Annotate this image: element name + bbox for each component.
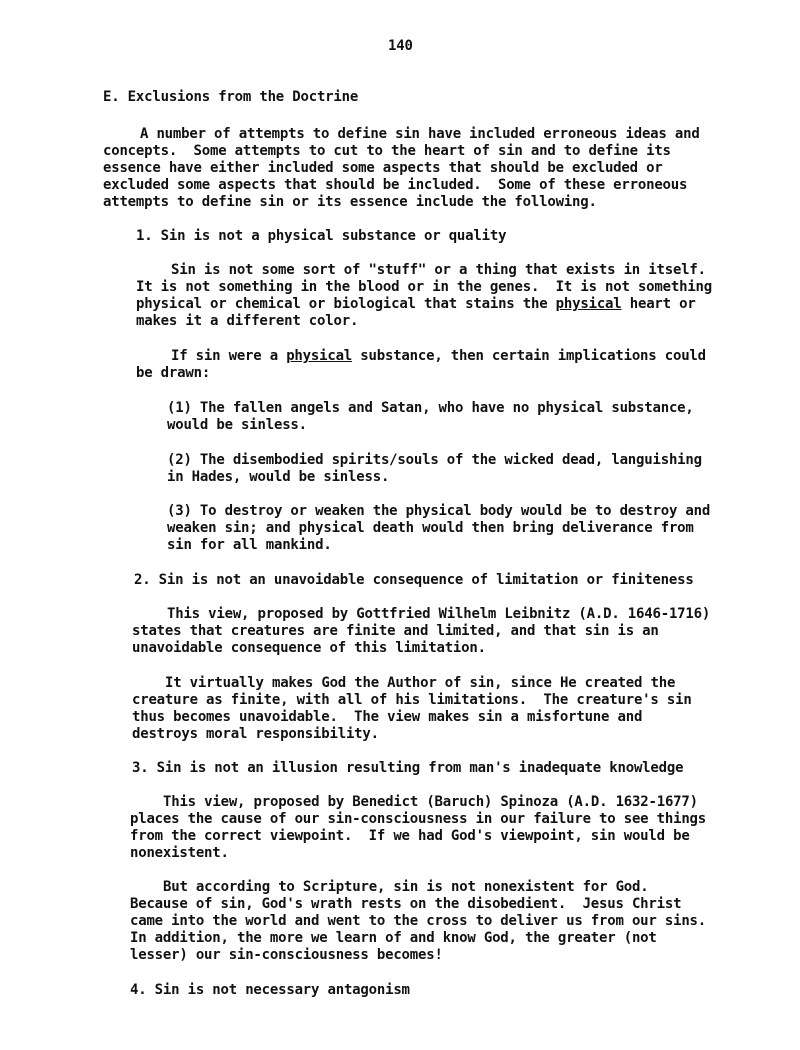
point-3-para-1-line-1: This view, proposed by Benedict (Baruch) Spinoza (A.D. 1632-1677) (163, 794, 698, 810)
line-1-end: substance, then certain implications could (352, 348, 706, 364)
point-3-para-1-line-4: nonexistent. (130, 845, 229, 861)
point-1-para-2-line-1 (171, 348, 706, 365)
point-1-para-1-line-1: Sin is not some sort of "stuff" or a thing that exists in itself. (171, 262, 706, 278)
intro-line-1: A number of attempts to define sin have included erroneous ideas and (140, 126, 700, 142)
point-2-para-2-line-1: It virtually makes God the Author of sin, since He created the (165, 675, 676, 691)
line-1-start: If sin were a (171, 348, 287, 364)
implication-3-line-2: weaken sin; and physical death would then bring deliverance from (167, 520, 694, 536)
implication-3-line-1: (3) To destroy or weaken the physical body would be to destroy and (167, 503, 711, 519)
point-1-heading: 1. Sin is not a physical substance or quality (136, 228, 507, 244)
point-2-para-2-line-2: creature as finite, with all of his limitations. The creature's sin (132, 692, 692, 708)
point-2-para-1-line-1: This view, proposed by Gottfried Wilhelm Leibnitz (A.D. 1646-1716) (167, 606, 711, 622)
implication-2-line-2: in Hades, would be sinless. (167, 469, 390, 485)
implication-2-line-1: (2) The disembodied spirits/souls of the wicked dead, languishing (167, 452, 702, 468)
point-2-heading: 2. Sin is not an unavoidable consequence of limitation or finiteness (134, 572, 694, 588)
point-2-para-2-line-3: thus becomes unavoidable. The view makes sin a misfortune and (132, 709, 643, 725)
point-3-para-2-line-2: Because of sin, God's wrath rests on the disobedient. Jesus Christ (130, 896, 682, 912)
point-3-para-2-line-5: lesser) our sin-consciousness becomes! (130, 947, 443, 963)
implication-1-line-1: (1) The fallen angels and Satan, who have no physical substance, (167, 400, 694, 416)
point-1-para-2-line-2: be drawn: (136, 365, 211, 381)
point-1-para-1-line-3 (136, 296, 696, 313)
line-3-start: physical or chemical or biological that stains the (136, 296, 556, 312)
underlined-physical: physical (555, 296, 622, 312)
point-2-para-1-line-2: states that creatures are finite and limited, and that sin is an (132, 623, 659, 639)
point-2-para-2-line-4: destroys moral responsibility. (132, 726, 379, 742)
underlined-physical: physical (286, 348, 353, 364)
point-3-para-2-line-1: But according to Scripture, sin is not nonexistent for God. (163, 879, 649, 895)
point-3-para-1-line-2: places the cause of our sin-consciousness in our failure to see things (130, 811, 707, 827)
point-3-para-2-line-3: came into the world and went to the cross to deliver us from our sins. (130, 913, 707, 929)
implication-1-line-2: would be sinless. (167, 417, 307, 433)
point-4-heading: 4. Sin is not necessary antagonism (130, 982, 410, 998)
line-3-end: heart or (621, 296, 696, 312)
section-heading: E. Exclusions from the Doctrine (103, 89, 359, 105)
intro-line-5: attempts to define sin or its essence include the following. (103, 194, 597, 210)
point-3-para-2-line-4: In addition, the more we learn of and know God, the greater (not (130, 930, 657, 946)
point-1-para-1-line-2: It is not something in the blood or in the genes. It is not something (136, 279, 713, 295)
intro-line-2: concepts. Some attempts to cut to the heart of sin and to define its (103, 143, 671, 159)
point-2-para-1-line-3: unavoidable consequence of this limitation. (132, 640, 486, 656)
point-1-para-1-line-4: makes it a different color. (136, 313, 359, 329)
point-3-heading: 3. Sin is not an illusion resulting from man's inadequate knowledge (132, 760, 684, 776)
page-number: 140 (388, 38, 413, 54)
implication-3-line-3: sin for all mankind. (167, 537, 332, 553)
point-3-para-1-line-3: from the correct viewpoint. If we had God's viewpoint, sin would be (130, 828, 690, 844)
intro-line-3: essence have either included some aspects that should be excluded or (103, 160, 663, 176)
intro-line-4: excluded some aspects that should be included. Some of these erroneous (103, 177, 688, 193)
